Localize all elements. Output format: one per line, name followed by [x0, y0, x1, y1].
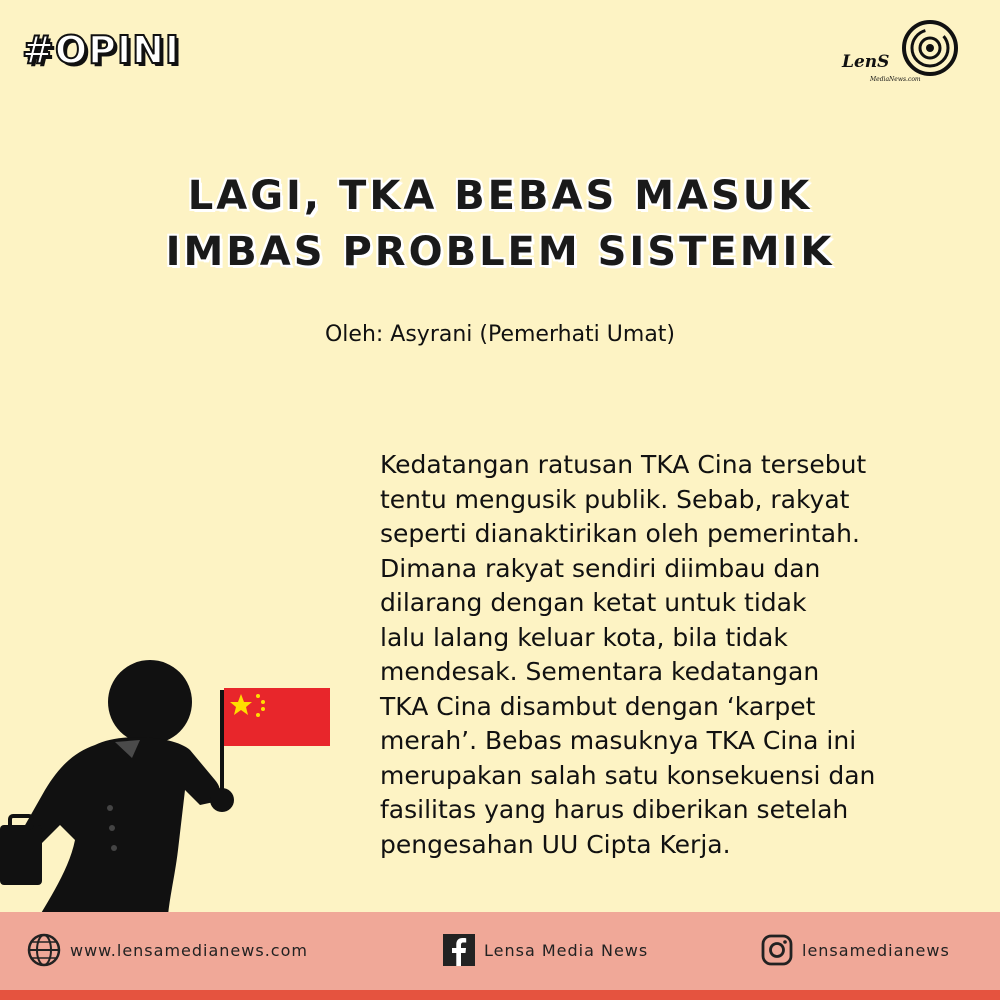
instagram-label: lensamedianews: [802, 940, 950, 960]
author-byline: Oleh: Asyrani (Pemerhati Umat): [324, 322, 676, 347]
article-body: [380, 448, 980, 862]
body-line: seperti dianaktirikan oleh pemerintah.: [380, 519, 860, 548]
headline-line-2: IMBAS PROBLEM SISTEMIK: [165, 229, 835, 275]
headline: [0, 168, 1000, 280]
businessman-with-flag-illustration: [0, 640, 340, 915]
headline-line-1: LAGI, TKA BEBAS MASUK: [187, 173, 813, 219]
briefcase: [0, 825, 42, 885]
body-line: pengesahan UU Cipta Kerja.: [380, 829, 731, 859]
opini-tag: #OPINI: [22, 28, 181, 72]
flag-pole: [220, 690, 224, 800]
globe-icon: [26, 932, 62, 968]
footer-facebook[interactable]: [442, 928, 648, 972]
body-line: merupakan salah satu konsekuensi dan: [380, 760, 876, 790]
figure-hand: [210, 788, 234, 812]
body-line: Kedatangan ratusan TKA Cina tersebut: [380, 450, 867, 479]
facebook-label: Lensa Media News: [484, 940, 649, 960]
figure-body: [20, 737, 220, 915]
body-line: merah’. Bebas masuknya TKA Cina ini: [380, 726, 857, 755]
body-line: fasilitas yang harus diberikan setelah: [380, 795, 849, 824]
instagram-icon: [760, 933, 794, 967]
footer-website[interactable]: [26, 928, 308, 972]
lens-logo-icon: [900, 14, 960, 84]
website-label: www.lensamedianews.com: [70, 940, 308, 960]
body-line: mendesak. Sementara kedatangan: [380, 657, 820, 686]
lensa-media-logo: [842, 14, 962, 94]
logo-subtext: MediaNews.com: [870, 76, 921, 83]
body-line: tentu mengusik publik. Sebab, rakyat: [380, 484, 850, 514]
body-line: lalu lalang keluar kota, bila tidak: [380, 622, 788, 652]
body-line: TKA Cina disambut dengan ‘karpet: [380, 691, 816, 721]
body-line: Dimana rakyat sendiri diimbau dan: [380, 553, 821, 583]
figure-head: [108, 660, 192, 744]
logo-text: LenS: [842, 52, 890, 72]
footer-accent-line: [0, 990, 1000, 1000]
facebook-icon: [442, 933, 476, 967]
china-flag: [224, 688, 330, 746]
footer-instagram[interactable]: [760, 928, 950, 972]
body-line: dilarang dengan ketat untuk tidak: [380, 588, 807, 617]
